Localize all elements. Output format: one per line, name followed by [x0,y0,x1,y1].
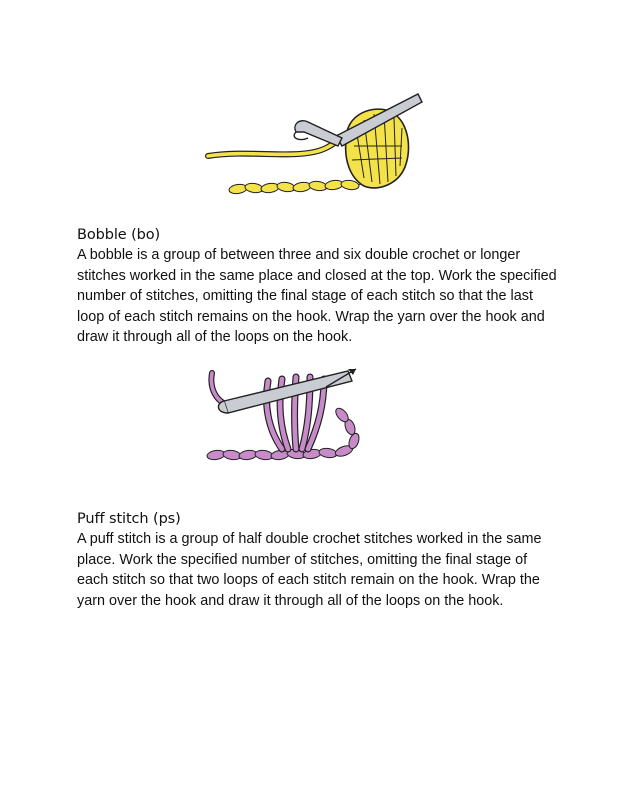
puff-stitch-illustration [198,365,378,477]
bobble-section [77,225,557,348]
bobble-heading: Bobble (bo) [77,227,161,243]
bobble-description: A bobble is a group of between three and six double crochet or longer stitches worked in the same place and closed at the top. Work the specified number of stitches, omitting the final stage of each stitch so that the last loop of each stitch remains on the hook. Wrap the yarn over the hook and draw it through all of the loops on the hook. [77,247,557,346]
puff-stitch-heading: Puff stitch (ps) [77,511,181,527]
crochet-hook-icon [218,371,352,413]
puff-stitch-section [77,509,557,611]
chain-stitches [228,179,368,194]
puff-stitch-description: A puff stitch is a group of half double crochet stitches worked in the same place. Work the specified number of stitches, omitting the final stage of each stitch so that two loops of each stitch remain on the hook. Wrap the yarn over the hook and draw it through all of the loops on the hook. [77,531,542,609]
bobble-stitch-illustration [196,88,424,210]
